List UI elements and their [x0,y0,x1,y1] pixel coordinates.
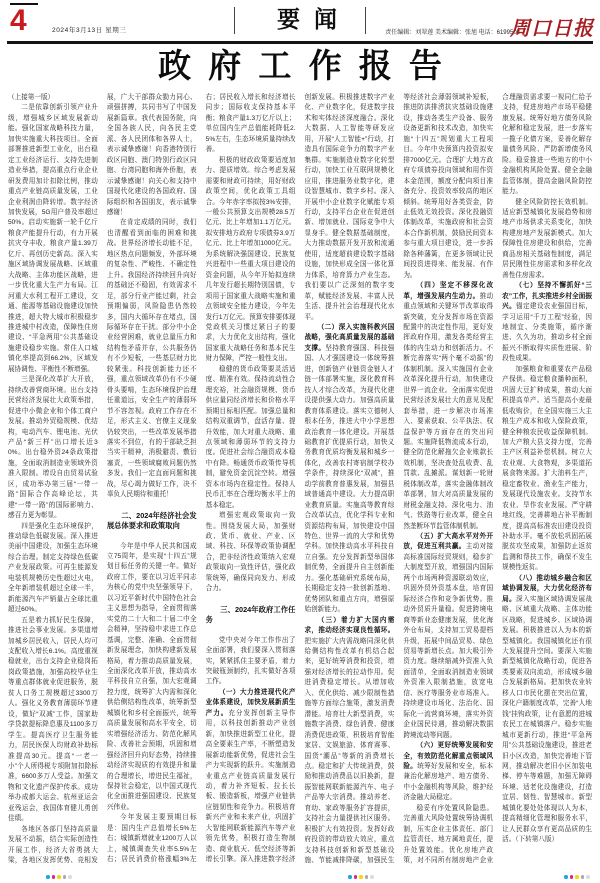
article-section-heading: 二、2024年经济社会发展总体要求和政策取向 [106,510,197,531]
color-registration-dot [52,875,56,879]
subsection-lead: （四）坚定不移深化改革，增强发展内生动力。 [403,282,494,300]
article-paragraph: 稳妥有序处置风险隐患。完善重大风险处置统筹协调机制，压实企业主体责任、部门监管责任、地方属地责任，提升处置效能。优化房地产政策，对不同所有制房地产企业合理融资需求要一视同仁给予支持，促进房地产市场平稳健康发展。统筹好地方债务风险化解和稳定发展，进一步落实一揽子化债方案，妥善化解存量债务风险、严防新增债务风险。稳妥推进一些地方的中小金融机构风险处置。健全金融监管体制，提高金融风险防控能力。 [403,94,592,865]
article-paragraph: 积极的财政政策要适度加力、提质增效。综合考虑发展需要和财政可持续，用好财政政策空间，优化政策工具组合。今年赤字率拟按3%安排，一般公共预算支出规模28.5万亿元、比上年增加1.1万亿元。拟安排地方政府专项债券3.9万亿元、比上年增加1000亿元。为系统解决强国建设、民族复兴进程中一些重大项目建设的资金问题，从今年开始拟连续几年发行超长期特别国债，专项用于国家重大战略实施和重点领域安全能力建设，今年先发行1万亿元。预算安排要体现党政机关习惯过紧日子的要求，大力优化支出结构，强化国家重大战略任务和基本民生财力保障，严控一般性支出。 [205,156,296,363]
article-paragraph: 今年是中华人民共和国成立75周年，是实现“十四五”规划目标任务的关键一年。做好政府工作，要在以习近平同志为核心的党中央坚强领导下，以习近平新时代中国特色社会主义思想为指导，全面贯彻落实党的二十大和二十届二中全会精神，坚持稳中求进工作总基调，完整、准确、全面贯彻新发展理念，加快构建新发展格局，着力推动高质量发展，全面深化改革开放，推动高水平科技自立自强，加大宏观调控力度，统筹扩大内需和深化供给侧结构性改革，统筹新型城镇化和乡村全面振兴，统筹高质量发展和高水平安全，切实增强经济活力、防范化解风险、改善社会预期，巩固和增强经济回升向好态势，持续推动经济实现质的有效提升和量的合理增长，增进民生福祉，保持社会稳定，以中国式现代化全面推进强国建设、民族复兴伟业。 [106,542,197,811]
article-columns [8,93,592,871]
article-paragraph: 二是依靠创新引领产业升级，增强城乡区域发展新动能。强化国家战略科技力量，加快实施重大科技项目。全面部署推进新型工业化，出台稳定工业经济运行、支持先进制造业举措，提高重点行业企业研发费用加计扣除比例，推动重点产业链高质量发展，工业企业利润由降转增。数字经济加快发展，5G用户普及率超过50%。启动实施新一轮千亿斤粮食产能提升行动，有力开展抗灾夺丰收，粮食产量1.39万亿斤、再创历史新高。深入实施区域协调发展战略、区域重大战略、主体功能区战略，进一步优化重大生产力布局。江河重大水利工程开工建设，交通、能源等基础设施建设加快推进，超大特大城市积极稳步推进城中村改造，保障性住房建设、“平急两用”公共基础设施建设稳步实施。常住人口城镇化率提高到66.2%，区域发展协调性、平衡性不断增强。 [8,104,98,373]
registration-dots [348,875,374,879]
subsection-lead: （一）大力推进现代化产业体系建设，加快发展新质生产力。 [205,688,296,717]
color-registration-dot [564,875,568,879]
article-paragraph: （八）推动城乡融合和区域协调发展，大力优化经济布局。深入实施区域协调发展战略、区域重大战略、主体功能区战略，促进城乡、区域协调发展。积极推进以人为本的新型城镇化。我国城镇化还有很大发展提升空间。要深入实施新型城镇化战略行动，促进各类要素双向流动，形成城乡融合发展新格局。把加快农业转移人口市民化摆在突出位置，深化户籍制度改革，完善“人地钱”挂钩政策，让有意愿的进城农民工在城镇落户。稳步实施城市更新行动，推进“平急两用”公共基础设施建设，推进老旧小区改造，加快完善地下管网，推动解决老旧小区加装电梯、停车等难题，加强无障碍环境、适老化设施建设，打造宜居、韧性、智慧城市。新型城镇化要处处体现以人为本，提高精细化管理和服务水平，让人民群众享有更高品质的生活。（下转第八版） [502,574,592,844]
color-registration-dot [63,875,67,879]
section-header [234,6,366,34]
subsection-lead: （五）扩大高水平对外开放，促进互利共赢。 [403,533,494,551]
registration-dots [564,875,590,879]
article-paragraph: （六）更好统筹发展和安全，有效防范化解重点领域风险。统筹好发展和安全，标本兼治化解房地产、地方债务、中小金融机构等风险，维护经济金融大局稳定。 [403,742,494,802]
article-paragraph: （七）坚持不懈抓好“三农”工作，扎实推进乡村全面振兴。锚定建设农业强国目标，学习运用“千万工程”经验，因地制宜、分类施策，循序渐进、久久为功，推动乡村全面振兴不断取得实质性进展、阶段性成果。 [502,282,592,363]
date-line: 2024年3月13日 星期三 [52,27,127,34]
color-registration-dot [581,875,585,879]
article-section-heading: 三、2024年政府工作任务 [205,604,296,625]
article-paragraph: 加强粮食和重要农产品稳产保供。稳定粮食播种面积，巩固大豆扩种成果，推动大面积提高单产。适当提高小麦最低收购价，在全国实施三大主粮生产成本和收入保险政策，健全种粮农民收益保障机制。加大产粮大县支持力度，完善主产区利益补偿机制。树立大农业观、大食物观，多渠道拓展食物来源。扩大油料生产，稳定畜牧业、渔业生产能力，发展现代设施农业。支持节水农业、旱作农业发展。严守耕地红线，完善耕地占补平衡制度，提高高标准农田建设投资补助水平。毫不放松巩固拓展脱贫攻坚成果，加强防止返贫监测和帮扶工作，确保不发生规模性返贫。 [502,365,592,572]
article-paragraph: 在肯定成绩的同时，我们也清醒看到面临的困难和挑战。世界经济增长动能不足，地区热点问题频发，外部环境的复杂性、严峻性、不确定性上升。我国经济持续回升向好的基础还不稳固，有效需求不足，部分行业产能过剩，社会预期偏弱，风险隐患仍然较多，国内大循环存在堵点，国际循环存在干扰。部分中小企业经营困难，就业总量压力和结构性矛盾并存，公共服务仍有不少短板，一些基层财力比较紧张。科技创新能力还不强，重点领域改革仍有不少硬骨头要啃，生态环境保护治理任重道远，安全生产的薄弱环节不容忽视。政府工作存在不足，形式主义、官僚主义现象仍较突出，一些改革发展举措落实不到位，有的干部缺乏担当实干精神，消极避责、敷衍塞责，一些领域腐败问题仍然多发。我们一定直面问题和挑战，尽心竭力做好工作，决不辜负人民期待和重托！ [106,219,197,499]
color-registration-dot [57,875,61,879]
section-title: 要闻 [277,6,351,33]
divider-bar-right [365,7,366,34]
article-paragraph: 三是深化改革扩大开放，持续改善营商环境。出台支持民营经济发展壮大政策举措，促进中小微企业和个体工商户发展。推动外贸稳规模、优结构，电动汽车、锂电池、光伏产品“新三样”出口增长近30%。出台稳外资24条政策措施，全面取消制造业领域外资准入限制。增设自由贸易试验区，成功举办第三届“一带一路”国际合作高峰论坛，共建“一带一路”的国际影响力、感召力更为彰显。 [8,376,98,520]
article-paragraph: （一）大力推进现代化产业体系建设，加快发展新质生产力。充分发挥创新主导作用，以科技创新推动产业创新，加快推进新型工业化，提高全要素生产率，不断塑造发展新动能新优势，促进社会生产力实现新的跃升。实施制造业重点产业链高质量发展行动，着力补齐短板、拉长长板、锻造新板，增强产业链供应链韧性和竞争力。积极培育新兴产业和未来产业，巩固扩大智能网联新能源汽车等产业领先优势，积极打造生物制造、商业航天、低空经济等新增长引擎。深入推进数字经济创新发展。积极推进数字产业化、产业数字化，促进数字技术和实体经济深度融合。深化大数据、人工智能等研发应用，开展“人工智能+”行动，打造具有国际竞争力的数字产业集群。实施制造业数字化转型行动，加快工业互联网规模化应用，推进服务业数字化，建设智慧城市、数字乡村。深入开展中小企业数字化赋能专项行动，支持平台企业在促进创新、增加就业、国际竞争中大显身手。健全数据基础制度，大力推动数据开发开放和流通使用，适度超前建设数字基础设施，加快形成全国一体化算力体系，培育算力产业生态。我们要以广泛深刻的数字变革，赋能经济发展、丰富人民生活、提升社会治理现代化水平。 [205,94,395,864]
article-paragraph: （二）深入实施科教兴国战略，强化高质量发展的基础支撑。坚持教育强国、科技强国、人才强国建设一体统筹推进，创新链产业链资金链人才链一体部署实施，深化教育科技人才综合改革，为现代化建设提供强大动力。加强高质量教育体系建设。落实立德树人根本任务，推进大中小学思想政治教育一体化建设。开展基础教育扩优提质行动，加快义务教育优质均衡发展和城乡一体化，改善农村寄宿制学校办学条件，持续深化“双减”，推动学前教育普惠发展，加强县域普通高中建设。大力提高职业教育质量。实施高等教育综合改革试点，优化学科专业和资源结构布局，加快建设中国特色、世界一流的大学和优势学科。加快推动高水平科技自立自强。充分发挥新型举国体制优势，全面提升自主创新能力。强化基础研究系统布局，长期稳定支持一批创新基地、优势团队和重点方向，增强原始创新能力。 [304,323,395,614]
color-registration-dot [365,875,369,879]
color-registration-dot [575,875,579,879]
article-paragraph: 党中央对今年工作作出了全面部署，我们要深入贯彻落实，紧紧抓住主要矛盾，着力突破瓶颈制约，扎实做好各项工作。 [205,636,296,686]
subsection-lead: （二）深入实施科教兴国战略，强化高质量发展的基础支撑。 [304,323,395,352]
color-registration-dot [359,875,363,879]
color-registration-dot [348,875,352,879]
article-paragraph: （上接第一版） [8,94,55,101]
article-paragraph: 稳健的货币政策要灵活适度、精准有效。保持流动性合理充裕，社会融资规模、货币供应量同经济增长和价格水平预期目标相匹配。加强总量和结构双重调节，盘活存量、提升效能，加大对重大战略、重点领域和薄弱环节的支持力度。促进社会综合融资成本稳中有降。畅通货币政策传导机制，避免资金沉淀空转。增强资本市场内在稳定性。保持人民币汇率在合理均衡水平上的基本稳定。 [205,365,296,509]
article-paragraph: （四）坚定不移深化改革，增强发展内生动力。推动重点领域和关键环节改革取得新突破，充分发挥市场在资源配置中的决定性作用，更好发挥政府作用，激发各类经营主体的内生动力和创新活力。不断完善落实“两个毫不动摇”的体制机制。深入实施国有企业改革深化提升行动，加快建设世界一流企业。全面落实促进民营经济发展壮大的意见及配套举措，进一步解决市场准入、要素获取、公平执法、权益保护等方面存在的突出问题。实施降低物流成本行动，健全防范化解拖欠企业账款长效机制，坚决查处乱收费、乱罚款、乱摊派。谋划新一轮财税体制改革，落实金融体制改革部署，加大对高质量发展的财税金融支持。深化电力、油气、铁路等行业改革，健全自然垄断环节监管体制机制。 [403,282,494,530]
color-registration-dot [354,875,358,879]
header-rule [7,41,593,44]
article-paragraph: 四是强化生态环境保护，推动绿色低碳发展。深入推进美丽中国建设，加强生态环境综合治理。制定支持绿色低碳产业发展政策。可再生能源发电装机规模历史性超过火电，全年新增装机超过全球一半，新能源汽车产销量占全球比重超过60%。 [8,522,98,614]
article-paragraph: 五是着力抓好民生保障，推进社会事业发展。多渠道增加城乡居民收入，居民人均可支配收入增长6.1%。高度重视稳就业，出台支持企业稳岗拓岗政策措施，加强高校毕业生等重点群体就业促进服务，脱贫人口务工规模超过3300万人。强化义务教育薄弱环节建设，做好“双减”工作，国家助学贷款提标降息惠及1100多万学生。提高医疗卫生服务能力，居民医保人均财政补助标准提高30元。提高“一老一小”个人所得税专项附加扣除标准，6600多万人受益。加强文物和文化遗产保护传承。成功举办成都大运会、杭州亚运会亚残运会，我国体育健儿勇创佳绩。 [8,616,98,823]
article-paragraph: 今年发展主要预期目标是：国内生产总值增长5%左右；城镇新增就业1200万人以上，城镇调查失业率5.5%左右；居民消费价格涨幅3%左右；居民收入增长和经济增长同步；国际收支保持基本平衡；粮食产量1.3万亿斤以上；单位国内生产总值能耗降低2.5%左右，生态环境质量持续改善。 [106,94,296,864]
article-paragraph: （五）扩大高水平对外开放，促进互利共赢。主动对接高标准国际经贸规则，稳步扩大制度型开放，增强国内国际两个市场两种资源联动效应，巩固外贸外资基本盘，培育国际经济合作和竞争新优势。推动外贸质升量稳。促进跨境电商等新业态健康发展，优化海外仓布局，支持加工贸易提档升级，拓展中间品贸易、绿色贸易等新增长点。加大吸引外资力度。继续缩减外资准入负面清单，全面取消制造业领域外资准入限制措施，放宽电信、医疗等服务业市场准入。持续建设市场化、法治化、国际化一流营商环境，落实外资企业国民待遇，推动解决数据跨境流动等问题。 [403,533,494,739]
subsection-lead: （六）更好统筹发展和安全，有效防范化解重点领域风险。 [403,742,494,770]
page-number: 4 [10,4,27,37]
color-registration-dot [370,875,374,879]
divider-bar-left [234,7,235,34]
color-registration-dot [46,875,50,879]
article-headline: 政府工作报告 [158,47,460,84]
subsection-lead: （三）着力扩大国内需求，推动经济实现良性循环。 [304,616,395,635]
article-paragraph: 健全风险防控长效机制。适应新型城镇化发展趋势和房地产市场供求关系变化，加快构建房地产发展新模式。加大保障性住房建设和供给，完善商品房相关基础性制度，满足居民刚性住房需求和多样化改善性住房需求。 [502,198,592,279]
subsection-lead: （七）坚持不懈抓好“三农”工作，扎实推进乡村全面振兴。 [502,282,592,311]
subsection-lead: （八）推动城乡融合和区域协调发展，大力优化经济布局。 [502,574,592,603]
article-paragraph: （三）着力扩大国内需求，推动经济实现良性循环。把实施扩大内需战略同深化供给侧结构性改革有机结合起来，更好统筹消费和投资，增强对经济增长的拉动作用。促进消费稳定增长。从增加收入、优化供给、减少限制性措施等方面综合施策，激发消费潜能。培育壮大新型消费，实施数字消费、绿色消费、健康消费促进政策，积极培育智能家居、文娱旅游、体育赛事、国货“潮品”等新的消费增长点。稳定和扩大传统消费，鼓励和推动消费品以旧换新，提振智能网联新能源汽车、电子产品等大宗消费。推动养老、育幼、家政等服务扩容提质，支持社会力量提供社区服务。积极扩大有效投资。发挥好政府投资的带动放大效应，重点支持科技创新和新型基础设施、节能减排降碳，加强民生等经济社会薄弱领域补短板，推进防洪排涝抗灾基础设施建设，推动各类生产设备、服务设备更新和技术改造，加快实施“十四五”规划重大工程项目。今年中央预算内投资拟安排7000亿元。合理扩大地方政府专项债券投向领域和用作资本金范围，额度分配向项目准备充分、投资效率较高的地区倾斜。统筹用好各类资金，防止低效无效投资。深化投融资体制改革，实施政府和社会资本合作新机制，鼓励民间资本参与重大项目建设，进一步拆除各种藩篱，在更多领域让民间投资进得来、能发展、有作为。 [304,94,494,865]
color-registration-dot [570,875,574,879]
color-registration-dot [586,875,590,879]
color-registration-dot [68,875,72,879]
registration-dots [46,875,72,879]
article-paragraph: 增强宏观政策取向一致性。围绕发展大局，加强财政、货币、就业、产业、区域、科技、环保等政策协调配合，把非经济性政策纳入宏观政策取向一致性评估，强化政策统筹，确保同向发力、形成合力。 [205,512,296,593]
newspaper-masthead: 周口日报 [510,16,594,40]
article-paragraph: 各地区各部门坚持高质量发展不动摇，结合实际创造性开展工作，经济大省勇挑大梁，各地区发挥优势、竞相发展，广大干部群众勠力同心、顽强拼搏，共同书写了中国发展新篇章。我代表国务院，向全国各族人民，向各民主党派、各人民团体和各界人士，表示诚挚感谢！向香港特别行政区同胞、澳门特别行政区同胞、台湾同胞和海外侨胞，表示诚挚感谢！向关心和支持中国现代化建设的各国政府、国际组织和各国朋友，表示诚挚感谢！ [8,94,197,865]
editors-credit-line: 责任编辑：刘翠莲 美术编辑：张旭 电话：6199503 [385,30,520,36]
